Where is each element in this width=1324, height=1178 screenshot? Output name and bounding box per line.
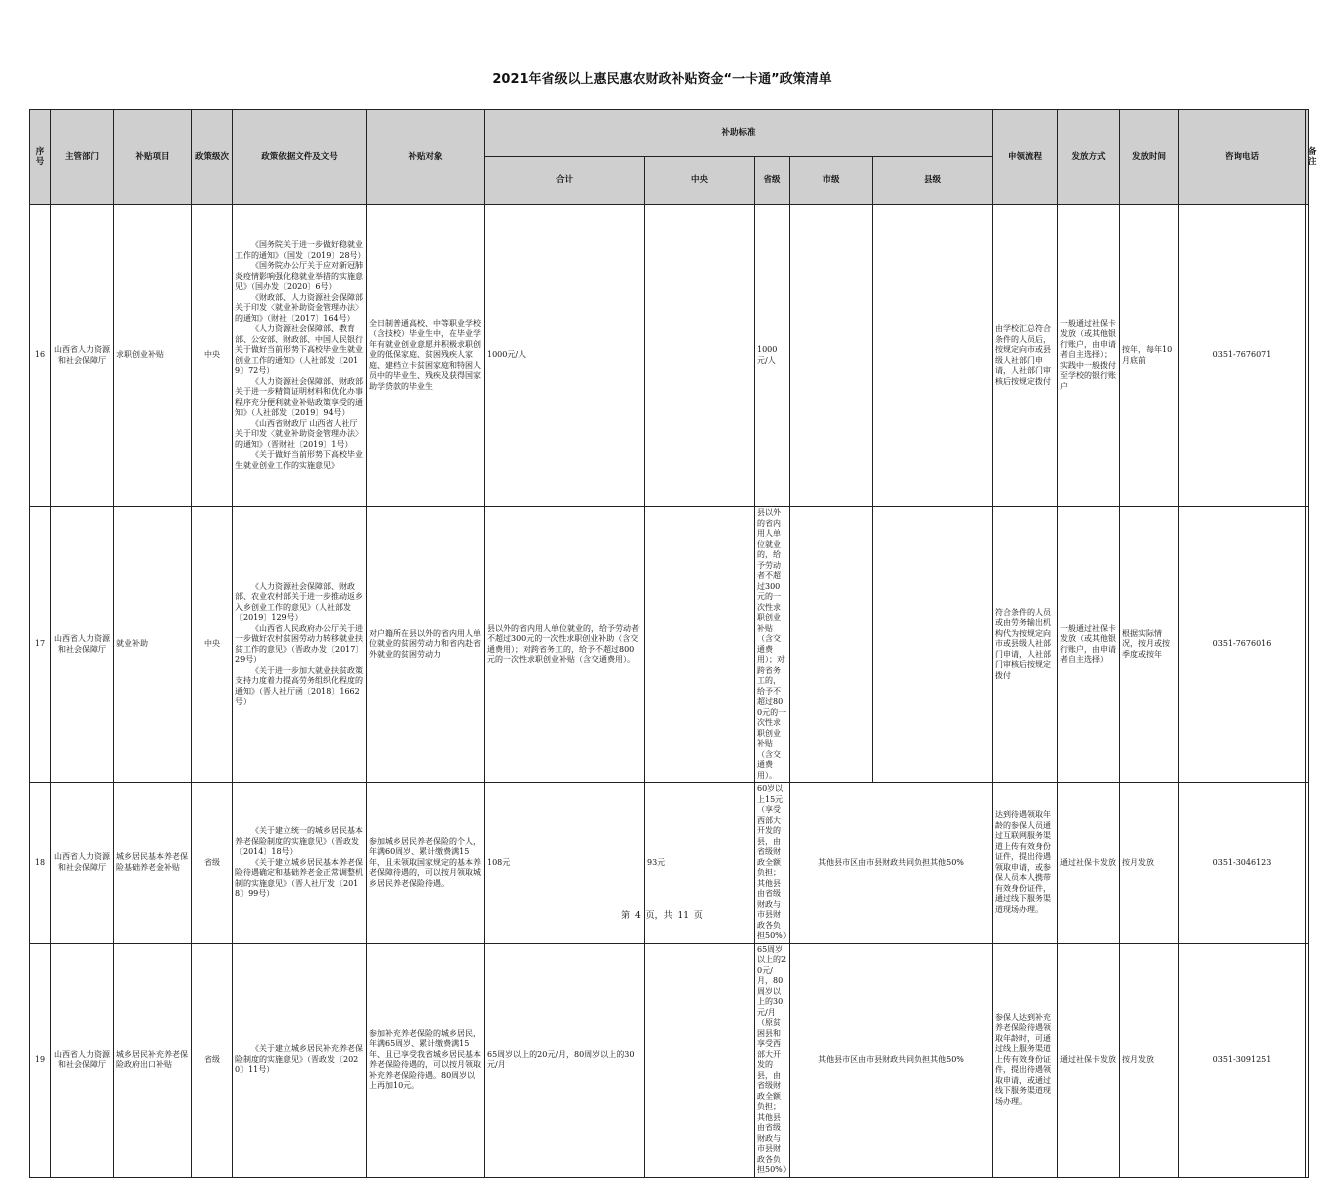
row-county (873, 507, 993, 783)
row-level: 中央 (192, 205, 233, 507)
row-time: 按月发放 (1120, 783, 1179, 944)
basis-doc: 《关于建立城乡居民基本养老保险待遇确定和基础养老金正常调整机制的实施意见》（晋人社厅发〔2018〕99号） (235, 857, 363, 898)
row-level: 省级 (192, 943, 233, 1177)
row-method: 通过社保卡发放 (1058, 783, 1120, 944)
row-city (790, 507, 873, 783)
row-total: 1000元/人 (485, 205, 645, 507)
row-phone: 0351-3046123 (1179, 783, 1306, 944)
header-dept: 主管部门 (51, 110, 114, 205)
row-central (645, 943, 755, 1177)
row-remark (1306, 943, 1309, 1177)
row-seq: 16 (30, 205, 51, 507)
row-provincial: 60岁以上15元（享受西部大开发的县，由省级财政全额负担；其他县由省级财政与市县财政各负担50%） (755, 783, 790, 944)
row-dept: 山西省人力资源和社会保障厅 (51, 205, 114, 507)
row-phone: 0351-7676071 (1179, 205, 1306, 507)
header-provincial: 省级 (755, 157, 790, 205)
basis-doc: 《关于建立统一的城乡居民基本养老保险制度的实施意见》（晋政发〔2014〕18号） (235, 826, 363, 856)
basis-doc: 《关于进一步加大就业扶贫政策支持力度着力提高劳务组织化程度的通知》（晋人社厅函〔2018〕1662号） (235, 665, 363, 706)
header-row (30, 110, 1309, 157)
row-item: 求职创业补贴 (114, 205, 192, 507)
basis-doc: 《国务院关于进一步做好稳就业工作的通知》（国发〔2019〕28号） (235, 240, 366, 260)
row-target: 全日制普通高校、中等职业学校（含技校）毕业生中，在毕业学年有就业创业意愿并积极求职创业的低保家庭、贫困残疾人家庭、建档立卡贫困家庭和特困人员中的毕业生、残疾及获得国家助学贷款的毕业生 (367, 205, 485, 507)
basis-doc: 《山西省人民政府办公厅关于进一步做好农村贫困劳动力转移就业扶贫工作的意见》（晋政办发〔2017〕29号） (235, 623, 364, 664)
row-target: 对户籍所在县以外的省内用人单位就业的贫困劳动力和省内赴省外就业的贫困劳动力 (367, 507, 485, 783)
header-county: 县级 (873, 157, 993, 205)
row-central (645, 205, 755, 507)
row-remark (1306, 507, 1309, 783)
header-phone: 咨询电话 (1179, 110, 1306, 205)
header-level: 政策级次 (192, 110, 233, 205)
basis-doc: 《山西省财政厅 山西省人社厅关于印发〈就业补助资金管理办法〉的通知》（晋财社〔2019〕1号） (235, 418, 363, 449)
header-remark: 备注 (1306, 110, 1309, 205)
table-row (30, 507, 1309, 783)
row-time: 按月发放 (1120, 943, 1179, 1177)
row-process: 达到待遇领取年龄的参保人员通过互联网服务渠道上传有效身份证件，提出待遇领取申请，或参保人员本人携带有效身份证件，通过线下服务渠道现场办理。 (993, 783, 1058, 944)
basis-doc: 《财政部、人力资源社会保障部关于印发〈就业补助资金管理办法〉的通知》（财社〔2017〕164号） (235, 292, 363, 323)
row-phone: 0351-3091251 (1179, 943, 1306, 1177)
header-process: 申领流程 (993, 110, 1058, 205)
row-county (873, 205, 993, 507)
table-row (30, 943, 1309, 1177)
row-basis (233, 205, 367, 507)
basis-doc: 《人力资源社会保障部、财政部关于进一步精简证明材料和优化办事程序充分便利就业补贴政策享受的通知》（人社部发〔2019〕94号） (235, 376, 363, 417)
row-target: 参加城乡居民养老保险的个人，年满60周岁、累计缴费满15年，且未领取国家规定的基本养老保障待遇的，可以按月领取城乡居民养老保险待遇。 (367, 783, 485, 944)
header-standard: 补助标准 (485, 110, 993, 157)
row-process: 参保人达到补充养老保险待遇领取年龄时，可通过线上服务渠道上传有效身份证件，提出待遇领取申请，或通过线下服务渠道现场办理。 (993, 943, 1058, 1177)
row-city-county: 其他县市区由市县财政共同负担其他50% (790, 943, 993, 1177)
row-method: 一般通过社保卡发放（或其他银行账户，由申请者自主选择） (1058, 507, 1120, 783)
page-title: 2021年省级以上惠民惠农财政补贴资金“一卡通”政策清单 (492, 72, 832, 87)
row-remark (1306, 205, 1309, 507)
footer-mid: 页，共 (645, 911, 673, 921)
row-seq: 18 (30, 783, 51, 944)
row-total: 108元 (485, 783, 645, 944)
row-basis (233, 943, 367, 1177)
header-target: 补贴对象 (367, 110, 485, 205)
row-item: 就业补助 (114, 507, 192, 783)
header-city: 市级 (790, 157, 873, 205)
policy-table (29, 109, 1317, 1178)
row-item: 城乡居民基本养老保险基础养老金补贴 (114, 783, 192, 944)
row-time: 按年，每年10月底前 (1120, 205, 1179, 507)
row-process: 由学校汇总符合条件的人员后，按规定向市或县级人社部门申请，人社部门审核后按规定拨付 (993, 205, 1058, 507)
row-city (790, 205, 873, 507)
row-phone: 0351-7676016 (1179, 507, 1306, 783)
footer-total-pages: 11 (677, 911, 689, 921)
basis-doc: 《人力资源社会保障部、财政部、农业农村部关于进一步推动返乡入乡创业工作的意见》（人社部发〔2019〕129号） (235, 581, 363, 622)
row-seq: 19 (30, 943, 51, 1177)
header-time: 发放时间 (1120, 110, 1179, 205)
basis-doc: 《人力资源社会保障部、教育部、公安部、财政部、中国人民银行关于做好当前形势下高校毕业生就业创业工作的通知》（人社部发〔2019〕72号） (235, 324, 363, 375)
basis-doc: 《关于建立城乡居民补充养老保险制度的实施意见》（晋政发〔2020〕11号） (235, 1044, 363, 1075)
footer-page-number: 4 (635, 911, 641, 921)
row-process: 符合条件的人员或由劳务输出机构代为按规定向市或县级人社部门申请，人社部门审核后按规定拨付 (993, 507, 1058, 783)
row-provincial: 1000元/人 (755, 205, 790, 507)
header-item: 补贴项目 (114, 110, 192, 205)
row-dept: 山西省人力资源和社会保障厅 (51, 783, 114, 944)
row-time: 根据实际情况，按月或按季度或按年 (1120, 507, 1179, 783)
row-city-county: 其他县市区由市县财政共同负担其他50% (790, 783, 993, 944)
row-level: 中央 (192, 507, 233, 783)
row-basis (233, 507, 367, 783)
page-footer (0, 908, 1324, 921)
row-provincial: 65周岁以上的20元/月，80周岁以上的30元/月（原贫困县和享受西部大开发的县，由省级财政全额负担；其他县由省级财政与市县财政各负担50%） (755, 943, 790, 1177)
footer-suffix: 页 (693, 911, 703, 921)
row-dept: 山西省人力资源和社会保障厅 (51, 507, 114, 783)
row-central: 93元 (645, 783, 755, 944)
header-central: 中央 (645, 157, 755, 205)
row-level: 省级 (192, 783, 233, 944)
row-method: 通过社保卡发放 (1058, 943, 1120, 1177)
basis-doc: 《国务院办公厅关于应对新冠肺炎疫情影响强化稳就业举措的实施意见》（国办发〔2020〕6号） (235, 261, 363, 291)
row-total: 县以外的省内用人单位就业的，给予劳动者不超过300元的一次性求职创业补助（含交通费用）；对跨省务工的，给予不超过800元的一次性求职创业补贴（含交通费用）。 (485, 507, 645, 783)
row-dept: 山西省人力资源和社会保障厅 (51, 943, 114, 1177)
basis-doc: 《关于做好当前形势下高校毕业生就业创业工作的实施意见》 (235, 450, 363, 470)
row-target: 参加补充养老保险的城乡居民，年满65周岁、累计缴费满15年、且已享受我省城乡居民基本养老保险待遇的，可以按月领取补充养老保险待遇。80周岁以上再加10元。 (367, 943, 485, 1177)
header-method: 发放方式 (1058, 110, 1120, 205)
header-basis: 政策依据文件及文号 (233, 110, 367, 205)
header-seq: 序号 (30, 110, 51, 205)
row-item: 城乡居民补充养老保险政府出口补贴 (114, 943, 192, 1177)
footer-prefix: 第 (621, 911, 631, 921)
row-provincial: 县以外的省内用人单位就业的，给予劳动者不超过300元的一次性求职创业补贴（含交通费用）；对跨省务工的，给予不超过800元的一次性求职创业补贴（含交通费用）。 (755, 507, 790, 783)
row-method: 一般通过社保卡发放（或其他银行账户，由申请者自主选择）；实践中一般拨付至学校的银行账户 (1058, 205, 1120, 507)
row-seq: 17 (30, 507, 51, 783)
header-total: 合计 (485, 157, 645, 205)
row-total: 65周岁以上的20元/月，80周岁以上的30元/月 (485, 943, 645, 1177)
table-row (30, 205, 1309, 507)
row-central (645, 507, 755, 783)
